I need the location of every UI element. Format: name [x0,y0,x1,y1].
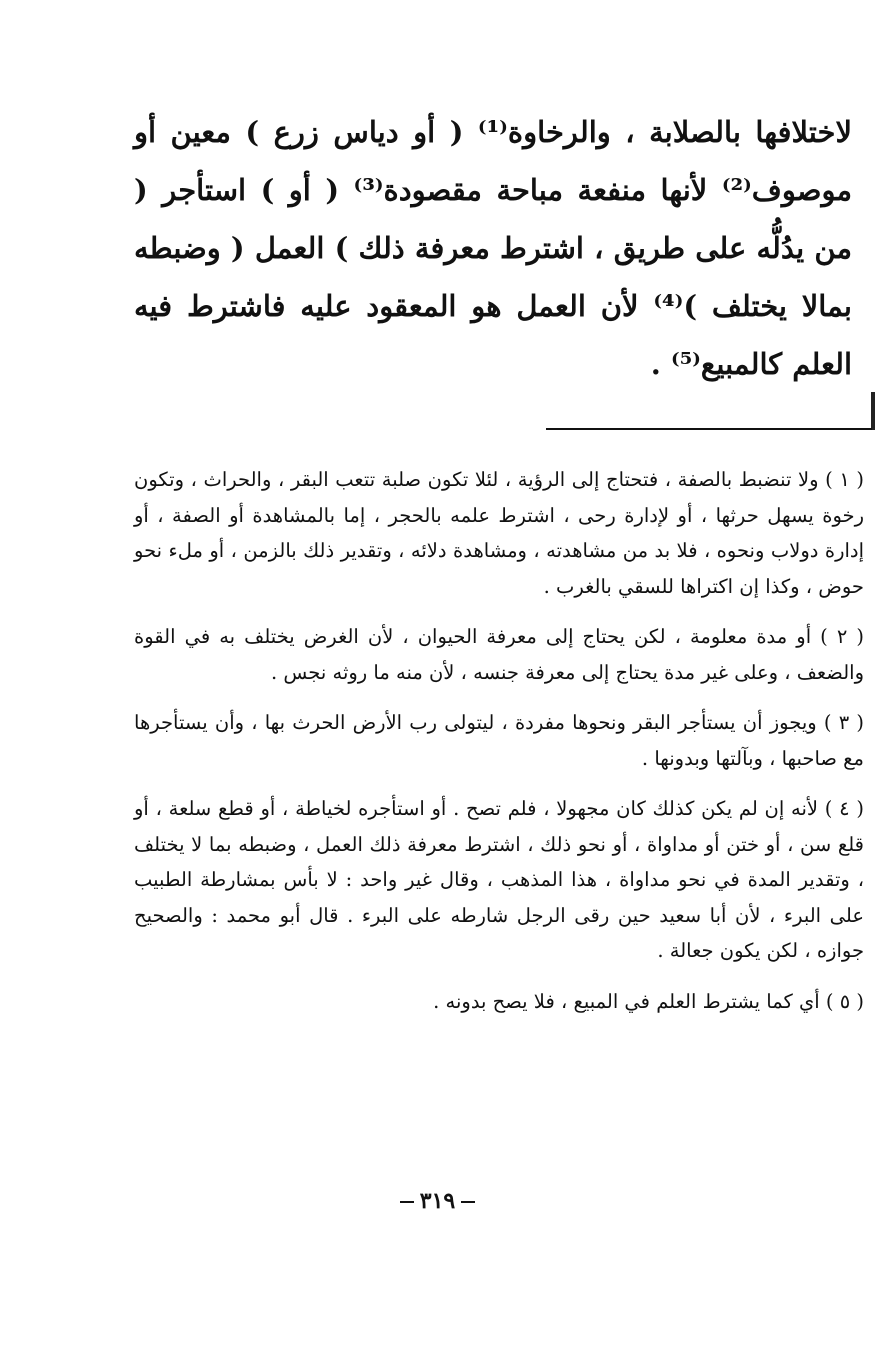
footnote-3 [134,705,864,776]
main-paragraph: لاختلافها بالصلابة ، والرخاوة⁽¹⁾ ( أو دياس زرع ) معين أو موصوف⁽²⁾ لأنها منفعة مباحة مقصودة⁽³⁾ ( أو ) استأجر ( من يدُلُّه على طريق ، اشترط معرفة ذلك ) العمل ( وضبطه بمالا يختلف )⁽⁴⁾ لأن العمل هو المعقود عليه فاشترط فيه العلم كالمبيع⁽⁵⁾ . [134,115,853,381]
footnote-text: ولا تنضبط بالصفة ، فتحتاج إلى الرؤية ، لئلا تكون صلبة تتعب البقر ، والحراث ، وتكون رخوة يسهل حرثها ، أو لإدارة رحى ، اشترط علمه بالحجر ، إما بالمشاهدة أو الصفة ، أو إدارة دولاب ونحوه ، فلا بد من مشاهدته ، ومشاهدة دلائه ، وتقدير ذلك بالزمن ، أو ملء نحو حوض ، وكذا إن اكتراها للسقي بالغرب . [134,468,864,598]
footnote-4 [134,791,864,969]
footnote-2 [134,619,864,690]
footnote-text: ويجوز أن يستأجر البقر ونحوها مفردة ، ليتولى رب الأرض الحرث بها ، وأن يستأجرها مع صاحبها ، وبآلتها وبدونها . [134,711,864,770]
page-number-text: ٣١٩ [419,1188,456,1214]
footnote-text: أو مدة معلومة ، لكن يحتاج إلى معرفة الحيوان ، لأن الغرض يختلف به في القوة والضعف ، وعلى غير مدة يحتاج إلى معرفة جنسه ، لأن منه ما روثه نجس . [134,625,864,684]
footnote-1 [134,462,864,604]
footnote-number: ( ٣ ) [823,711,864,734]
footnote-separator [546,428,872,430]
page-number-dash [461,1201,475,1203]
page-number-dash [400,1201,414,1203]
footnote-number: ( ٢ ) [820,625,864,648]
footnote-text: لأنه إن لم يكن كذلك كان مجهولا ، فلم تصح . أو استأجره لخياطة ، أو قطع سلعة ، أو قلع سن ، أو ختن أو مداواة ، أو نحو ذلك ، اشترط معرفة ذلك العمل ، وضبطه بما لا يختلف ، وتقدير المدة في نحو مداواة ، هذا المذهب ، وقال غير واحد : لا بأس بمشارطة الطبيب على البرء ، لأن أبا سعيد حين رقى الرجل شارطه على البرء . قال أبو محمد : والصحيح جوازه ، لكن يكون جعالة . [134,797,864,962]
main-text [134,103,852,393]
footnote-5 [134,984,864,1020]
footnote-number: ( ٤ ) [824,797,864,820]
page-number [0,1188,875,1214]
footnote-number: ( ٥ ) [825,989,864,1013]
footnote-text: أي كما يشترط العلم في المبيع ، فلا يصح بدونه . [433,989,820,1013]
page-edge-mark [871,392,875,430]
footnotes [134,462,864,1034]
footnote-number: ( ١ ) [825,468,865,491]
